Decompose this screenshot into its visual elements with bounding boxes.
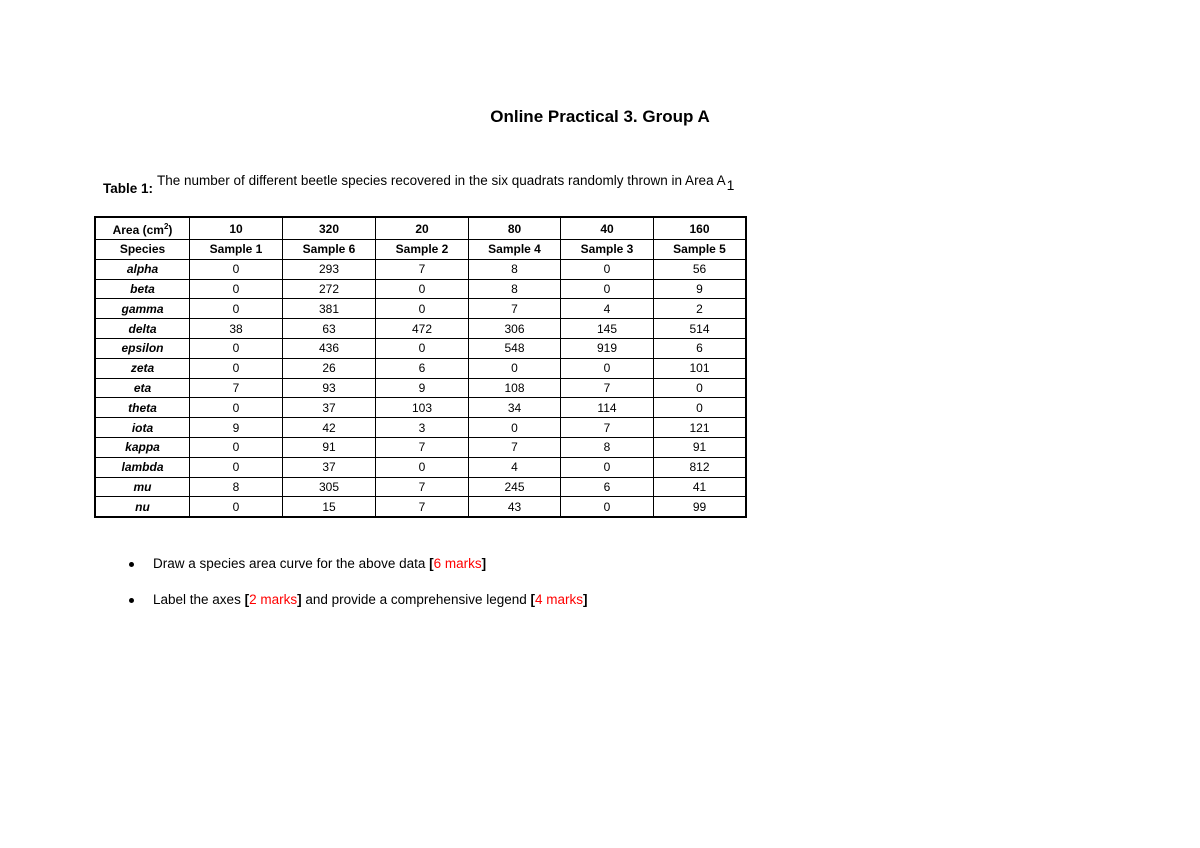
area-cell: 40: [561, 217, 654, 240]
count-cell: 108: [469, 378, 561, 398]
species-name: iota: [95, 418, 190, 438]
table-row: [95, 279, 746, 299]
count-cell: 7: [469, 437, 561, 457]
table-row: [95, 319, 746, 339]
count-cell: 93: [283, 378, 376, 398]
count-cell: 8: [561, 437, 654, 457]
count-cell: 121: [654, 418, 747, 438]
table-row: [95, 259, 746, 279]
count-cell: 0: [376, 279, 469, 299]
species-name: beta: [95, 279, 190, 299]
page-title: Online Practical 3. Group A: [490, 107, 710, 126]
species-name: gamma: [95, 299, 190, 319]
count-cell: 548: [469, 338, 561, 358]
count-cell: 7: [376, 437, 469, 457]
species-name: zeta: [95, 358, 190, 378]
bullet-icon: [129, 598, 134, 603]
table-row: [95, 457, 746, 477]
count-cell: 8: [190, 477, 283, 497]
caption-subscript: 1: [726, 177, 735, 193]
bullet-icon: [129, 562, 134, 567]
species-name: nu: [95, 497, 190, 517]
marks-badge: 6 marks: [433, 556, 482, 571]
count-cell: 6: [561, 477, 654, 497]
count-cell: 6: [376, 358, 469, 378]
task-item: Draw a species area curve for the above data [6 marks]: [125, 552, 588, 588]
species-name: epsilon: [95, 338, 190, 358]
count-cell: 2: [654, 299, 747, 319]
count-cell: 0: [190, 398, 283, 418]
count-cell: 0: [561, 279, 654, 299]
count-cell: 436: [283, 338, 376, 358]
species-name: eta: [95, 378, 190, 398]
count-cell: 245: [469, 477, 561, 497]
count-cell: 0: [190, 497, 283, 517]
count-cell: 0: [190, 437, 283, 457]
count-cell: 472: [376, 319, 469, 339]
count-cell: 37: [283, 398, 376, 418]
count-cell: 0: [654, 398, 747, 418]
count-cell: 293: [283, 259, 376, 279]
count-cell: 919: [561, 338, 654, 358]
species-name: kappa: [95, 437, 190, 457]
count-cell: 15: [283, 497, 376, 517]
count-cell: 7: [190, 378, 283, 398]
count-cell: 145: [561, 319, 654, 339]
count-cell: 0: [376, 299, 469, 319]
task-item: Label the axes [2 marks] and provide a comprehensive legend [4 marks]: [125, 588, 588, 624]
caption-text: The number of different beetle species recovered in the six quadrats randomly thrown in Area A: [157, 173, 726, 188]
count-cell: 8: [469, 259, 561, 279]
table-row: [95, 477, 746, 497]
count-cell: 4: [469, 457, 561, 477]
count-cell: 3: [376, 418, 469, 438]
count-cell: 0: [376, 457, 469, 477]
count-cell: 9: [376, 378, 469, 398]
count-cell: 4: [561, 299, 654, 319]
count-cell: 0: [190, 299, 283, 319]
count-cell: 0: [469, 418, 561, 438]
count-cell: 26: [283, 358, 376, 378]
species-name: delta: [95, 319, 190, 339]
sample-header: Sample 6: [283, 240, 376, 260]
species-name: theta: [95, 398, 190, 418]
count-cell: 381: [283, 299, 376, 319]
count-cell: 7: [561, 418, 654, 438]
count-cell: 9: [190, 418, 283, 438]
area-row: [95, 217, 746, 240]
area-cell: 20: [376, 217, 469, 240]
count-cell: 91: [283, 437, 376, 457]
table-row: [95, 398, 746, 418]
count-cell: 37: [283, 457, 376, 477]
count-cell: 0: [561, 457, 654, 477]
count-cell: 6: [654, 338, 747, 358]
count-cell: 91: [654, 437, 747, 457]
count-cell: 8: [469, 279, 561, 299]
marks-badge: 2 marks: [249, 592, 298, 607]
area-cell: 320: [283, 217, 376, 240]
count-cell: 38: [190, 319, 283, 339]
species-header: Species: [95, 240, 190, 260]
table-caption: [103, 172, 735, 196]
count-cell: 305: [283, 477, 376, 497]
count-cell: 0: [190, 338, 283, 358]
count-cell: 42: [283, 418, 376, 438]
count-cell: 101: [654, 358, 747, 378]
count-cell: 0: [190, 259, 283, 279]
area-cell: 80: [469, 217, 561, 240]
count-cell: 43: [469, 497, 561, 517]
caption-label: Table 1:: [103, 181, 154, 196]
count-cell: 0: [469, 358, 561, 378]
count-cell: 0: [190, 358, 283, 378]
species-name: mu: [95, 477, 190, 497]
count-cell: 56: [654, 259, 747, 279]
table-row: [95, 299, 746, 319]
count-cell: 514: [654, 319, 747, 339]
count-cell: 7: [561, 378, 654, 398]
table-row: [95, 358, 746, 378]
table-row: [95, 437, 746, 457]
beetle-species-table: [94, 216, 747, 518]
sample-header: Sample 2: [376, 240, 469, 260]
task-list: [125, 552, 588, 624]
table-row: [95, 338, 746, 358]
count-cell: 7: [376, 259, 469, 279]
count-cell: 0: [654, 378, 747, 398]
count-cell: 114: [561, 398, 654, 418]
count-cell: 99: [654, 497, 747, 517]
count-cell: 0: [561, 358, 654, 378]
count-cell: 7: [376, 477, 469, 497]
count-cell: 7: [376, 497, 469, 517]
marks-badge: 4 marks: [535, 592, 584, 607]
area-cell: 10: [190, 217, 283, 240]
count-cell: 812: [654, 457, 747, 477]
count-cell: 7: [469, 299, 561, 319]
table-row: [95, 418, 746, 438]
sample-header: Sample 4: [469, 240, 561, 260]
table-row: [95, 378, 746, 398]
count-cell: 0: [190, 457, 283, 477]
count-cell: 0: [376, 338, 469, 358]
count-cell: 0: [561, 497, 654, 517]
species-name: lambda: [95, 457, 190, 477]
count-cell: 41: [654, 477, 747, 497]
count-cell: 306: [469, 319, 561, 339]
table-row: [95, 497, 746, 517]
species-name: alpha: [95, 259, 190, 279]
area-header: Area $(cm^2)$: [95, 217, 190, 240]
count-cell: 63: [283, 319, 376, 339]
count-cell: 0: [190, 279, 283, 299]
count-cell: 34: [469, 398, 561, 418]
area-cell: 160: [654, 217, 747, 240]
sample-header: Sample 1: [190, 240, 283, 260]
sample-row: [95, 240, 746, 260]
count-cell: 103: [376, 398, 469, 418]
count-cell: 9: [654, 279, 747, 299]
sample-header: Sample 3: [561, 240, 654, 260]
sample-header: Sample 5: [654, 240, 747, 260]
count-cell: 272: [283, 279, 376, 299]
count-cell: 0: [561, 259, 654, 279]
